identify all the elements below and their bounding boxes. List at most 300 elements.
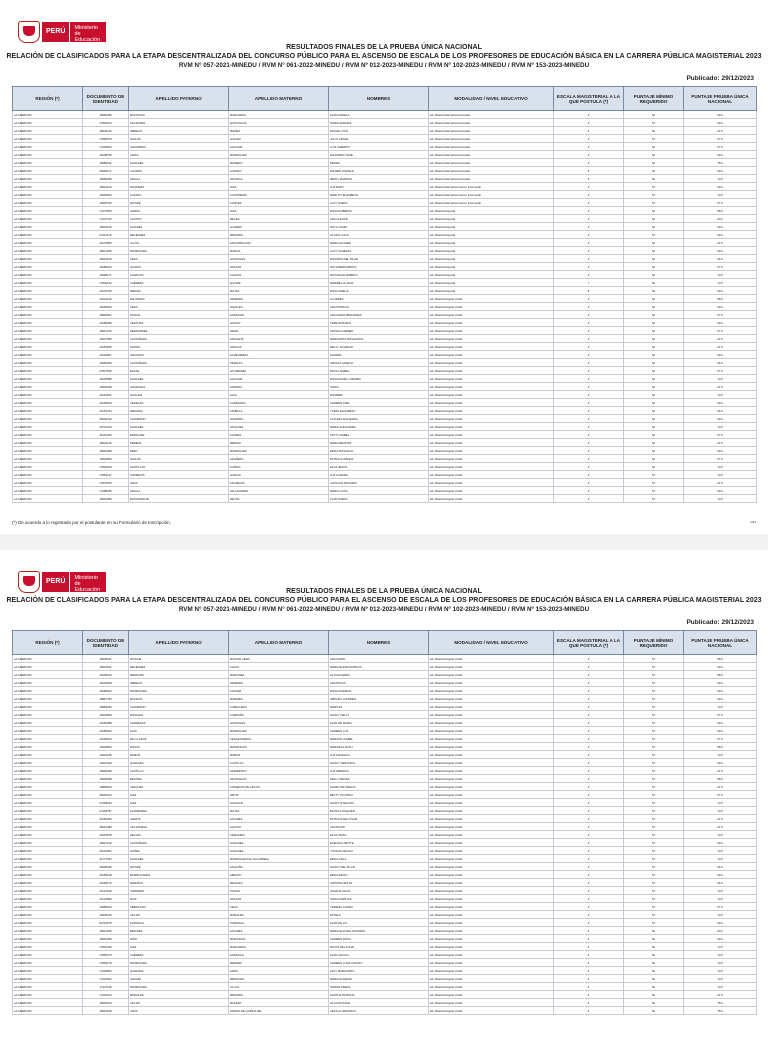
table-row [13,415,757,423]
table-cell: 41264931 [83,391,129,399]
table-cell: MENDOZA [129,671,229,679]
table-cell: 57.0 [684,367,757,375]
table-cell: LA LIBERTAD [13,887,83,895]
table-cell: EA. Básica Regular Inicial [429,495,554,503]
table-cell: 19185692 [83,727,129,735]
table-cell: 60 [624,935,684,943]
table-cell: 54 [624,439,684,447]
table-cell: 70.5 [684,271,757,279]
table-cell: RUIZ DE VERA [229,655,329,663]
table-cell: CABRERA [129,951,229,959]
table-cell: EA. Básica Regular Inicial [429,743,554,751]
table-cell: 3 [554,807,624,815]
table-cell: 57 [624,719,684,727]
table-cell: FLOR DE LIZ [329,919,429,927]
table-cell: 3 [554,207,624,215]
table-cell: PEDRO [329,159,429,167]
table-row [13,967,757,975]
table-cell: 19065290 [83,359,129,367]
table-cell: LUCY VANESSA [329,247,429,255]
table-cell: 57 [624,231,684,239]
table-cell: VASQUEZ [229,423,329,431]
table-cell: DIAZ [229,207,329,215]
table-cell: JOHANA SILVIA [329,887,429,895]
table-cell: 64.5 [684,239,757,247]
table-cell: 3 [554,775,624,783]
table-cell: EA. Básica Regular Inicial [429,831,554,839]
table-cell: 3 [554,815,624,823]
table-row [13,319,757,327]
table-cell: 61.5 [684,479,757,487]
table-cell: 58.5 [684,207,757,215]
table-cell: CALDAS [229,271,329,279]
table-cell: EA. Básica Regular Inicial [429,695,554,703]
table-cell: EA. Básica Alternativa Avanzado [429,143,554,151]
table-cell: 3 [554,791,624,799]
table-cell: VARGAS [229,343,329,351]
table-cell: LA LIBERTAD [13,375,83,383]
table-cell: 57 [624,487,684,495]
table-row [13,999,757,1007]
table-cell: 60 [624,975,684,983]
table-cell: ZOLY MARGARITA [329,967,429,975]
table-row [13,407,757,415]
table-cell: SANDY REYNELDA [329,783,429,791]
table-cell: MARTINEZ [229,671,329,679]
table-cell: 3 [554,351,624,359]
table-cell: MARIA ESTHER [329,239,429,247]
table-cell: PATRICIA DEL PILAR [329,815,429,823]
table-cell: QUISPE [229,279,329,287]
table-cell: DE LA CRUZ [129,735,229,743]
table-cell: LA LIBERTAD [13,239,83,247]
table-cell: DIAZ [129,799,229,807]
table-cell: CHAVEZ [229,687,329,695]
table-cell: LA LIBERTAD [13,791,83,799]
table-cell: 66.0 [684,255,757,263]
table-cell: ROCIO DEL PILAR [329,943,429,951]
table-cell: 60 [624,967,684,975]
column-header: REGIÓN (*) [13,87,83,111]
table-cell: 66 [624,167,684,175]
table-cell: ZAVALA [129,487,229,495]
table-cell: 17859179 [83,959,129,967]
table-row [13,703,757,711]
table-cell: CARMEN LUZ [329,727,429,735]
table-row [13,775,757,783]
table-cell: 70.5 [684,463,757,471]
table-cell: 70.5 [684,751,757,759]
table-cell: 61.5 [684,783,757,791]
table-cell: 3 [554,311,624,319]
table-cell: VILLAR [129,911,229,919]
table-cell: LA LIBERTAD [13,983,83,991]
logo-ministry-text: Ministerio de Educación [69,22,106,42]
table-cell: EA. Básica Regular Inicial [429,679,554,687]
table-cell: PURISACA [229,919,329,927]
table-cell: 69 [624,287,684,295]
table-cell: 54 [624,351,684,359]
table-cell: 3 [554,735,624,743]
table-cell: EA. Básica Regular Inicial [429,983,554,991]
table-cell: ARNA [229,967,329,975]
table-cell: 54 [624,239,684,247]
table-cell: EA. Básica Regular Inicial [429,343,554,351]
table-cell: CRUZ [129,479,229,487]
table-cell: 57 [624,183,684,191]
column-header: NOMBRES [329,631,429,655]
logo-peru-text: PERÚ [42,22,69,42]
table-cell: CASTILLO [129,767,229,775]
table-cell: FLORENDEZ [129,807,229,815]
table-cell: 67.5 [684,135,757,143]
table-cell: JULIO CESAR [329,135,429,143]
table-cell: LINARES [229,223,329,231]
table-cell: ORTIZ [229,791,329,799]
table-cell: 78.0 [684,1007,757,1015]
table-cell: PURISACA [129,919,229,927]
table-cell: 69.0 [684,759,757,767]
table-cell: EA. Básica Alternativa Avanzado [429,111,554,119]
table-cell: 18887785 [83,695,129,703]
table-cell: CASTAÑEDA [129,359,229,367]
table-cell: OLGA ROXANA [329,999,429,1007]
peru-shield-icon [18,21,40,43]
table-cell: CASTILLO [229,759,329,767]
table-cell: LA LIBERTAD [13,831,83,839]
page-subtitle: RELACIÓN DE CLASIFICADOS PARA LA ETAPA DESCENTRALIZADA DEL CONCURSO PÚBLICO PARA EL ASCENSO DE ESCALA DE LOS PROFESORES DE EDUCACIÓN BÁSICA EN LA CARRERA PÚBLICA MAGISTERIAL 2023 [6,597,762,604]
table-cell: MENDOZA [229,975,329,983]
table-cell: EA. Básica Alternativa Avanzado [429,127,554,135]
table-cell: 60 [624,999,684,1007]
table-cell: 4 [554,127,624,135]
table-row [13,855,757,863]
table-row [13,119,757,127]
table-cell: LA LIBERTAD [13,175,83,183]
table-row [13,463,757,471]
table-cell: 3 [554,783,624,791]
table-cell: MARIA ALEJANDRA [329,423,429,431]
table-cell: LA LIBERTAD [13,431,83,439]
table-cell: 18038341 [83,655,129,663]
table-cell: 3 [554,415,624,423]
table-cell: 60.0 [684,447,757,455]
table-row [13,455,757,463]
table-row [13,871,757,879]
table-cell: 3 [554,247,624,255]
table-cell: LA LIBERTAD [13,671,83,679]
table-cell: 69.0 [684,287,757,295]
table-cell: 54 [624,343,684,351]
table-cell: 64.5 [684,335,757,343]
table-cell: 69.0 [684,111,757,119]
table-cell: 3 [554,855,624,863]
table-cell: VASQUEZ [129,783,229,791]
table-cell: AVALOS [129,455,229,463]
table-cell: VEGA [129,255,229,263]
table-row [13,959,757,967]
table-row [13,207,757,215]
table-cell: FIGUEROA [229,479,329,487]
table-cell: 3 [554,303,624,311]
table-cell: 45119045 [83,431,129,439]
table-cell: 41777032 [83,855,129,863]
table-cell: 57.0 [684,903,757,911]
table-cell: EA. Básica Regular Inicial [429,823,554,831]
table-cell: 57 [624,839,684,847]
table-cell: 70.5 [684,975,757,983]
table-cell: LUZ ANGELICA [329,751,429,759]
table-cell: MAMATINGO [229,743,329,751]
table-cell: 60 [624,175,684,183]
table-cell: LA LIBERTAD [13,743,83,751]
table-cell: 4 [554,927,624,935]
table-row [13,183,757,191]
table-cell: LA LIBERTAD [13,719,83,727]
table-cell: RODRIGUEZ [129,983,229,991]
table-cell: 69.0 [684,935,757,943]
table-cell: LA LIBERTAD [13,167,83,175]
table-cell: AGUILAR [229,375,329,383]
table-row [13,167,757,175]
table-cell: MARITZA [329,703,429,711]
table-cell: LA LIBERTAD [13,751,83,759]
table-row [13,919,757,927]
table-cell: ELGA JESUS [329,463,429,471]
table-cell: MARISELA RUTH [329,743,429,751]
table-cell: 18022116 [83,439,129,447]
table-cell: SANTHA PATRICIA [329,991,429,999]
table-cell: 3 [554,239,624,247]
column-header: ESCALA MAGISTERIAL A LA QUE POSTULA (*) [554,631,624,655]
table-cell: 3 [554,319,624,327]
table-row [13,279,757,287]
table-cell: NUÑEZ [129,847,229,855]
logo-ministry-text: Ministerio de Educación [69,572,106,592]
table-cell: EA. Básica Regular Inicial [429,1007,554,1015]
page-number: 1/41 [750,520,756,524]
table-cell: CATALINA ROSARIO [329,479,429,487]
table-cell: FLOR ANGELA [329,111,429,119]
table-cell: 60.0 [684,687,757,695]
table-cell: 18138588 [83,375,129,383]
table-cell: 19102687 [83,351,129,359]
table-cell: CARDENAS [129,719,229,727]
table-cell: SOPHIA CARMEN [329,327,429,335]
table-cell: 70.5 [684,471,757,479]
table-cell: MARIA ELIA DEL ROSARIO [329,927,429,935]
table-cell: 3 [554,751,624,759]
table-cell: 63.0 [684,927,757,935]
table-row [13,143,757,151]
table-cell: 69.0 [684,167,757,175]
table-cell: VILLANUEVA [129,823,229,831]
table-cell: CASTAÑEDA [129,839,229,847]
table-cell: LA LIBERTAD [13,927,83,935]
table-cell: ERICA ANLA [329,855,429,863]
table-cell: GONZALES [229,255,329,263]
table-cell: 3 [554,343,624,351]
table-cell: 54 [624,391,684,399]
table-row [13,295,757,303]
table-cell: 18090086 [83,111,129,119]
table-cell: JENNY MARISOL [329,175,429,183]
table-cell: ROSMERI [329,391,429,399]
table-cell: 3 [554,895,624,903]
table-cell: EA. Básica Regular Inicial [429,487,554,495]
table-cell: 60 [624,991,684,999]
column-header: APELLIDO MATERNO [229,631,329,655]
table-cell: ROSA AMELIA [329,287,429,295]
table-row [13,135,757,143]
table-cell: 3 [554,135,624,143]
table-cell: EA. Básica Regular Inicial [429,775,554,783]
table-cell: 69.0 [684,351,757,359]
table-cell: 17818229 [83,463,129,471]
publication-date: Publicado: 29/12/2023 [686,619,754,626]
table-cell: ROSAS [129,743,229,751]
table-cell: 3 [554,143,624,151]
table-cell: BARTURAN [229,935,329,943]
table-cell: ELVIA TANIA [329,831,429,839]
table-row [13,679,757,687]
table-cell: ALVA [129,727,229,735]
table-cell: 57 [624,687,684,695]
table-cell: 58.5 [684,775,757,783]
table-cell: 19525790 [83,199,129,207]
table-cell: 69.0 [684,119,757,127]
table-cell: 42716646 [83,887,129,895]
table-cell: BUSTAMANTE [129,495,229,503]
table-cell: 73.5 [684,943,757,951]
table-cell: CAMPAÑA [229,711,329,719]
table-cell: VEGA [129,303,229,311]
table-cell: EA. Básica Regular Inicial [429,479,554,487]
table-cell: 4 [554,975,624,983]
table-cell: EA. Básica Regular Inicial [429,423,554,431]
table-cell: 3 [554,903,624,911]
table-cell: PONCE [229,887,329,895]
table-cell: LA LIBERTAD [13,231,83,239]
table-cell: AMPARO LOURDES [329,695,429,703]
table-cell: RODRIGUEZ DE VILLARREAL [229,855,329,863]
table-cell: LA LIBERTAD [13,191,83,199]
table-row [13,399,757,407]
table-cell: 40647126 [83,839,129,847]
table-cell: 3 [554,471,624,479]
table-cell: ROMERO [229,159,329,167]
table-row [13,791,757,799]
table-cell: 19036064 [83,191,129,199]
table-cell: GALVEZ [229,135,329,143]
table-cell: 4 [554,935,624,943]
table-cell: 19199610 [83,735,129,743]
table-row [13,935,757,943]
table-cell: RODRIGUEZ [129,959,229,967]
table-cell: 54 [624,423,684,431]
table-cell: 57 [624,791,684,799]
table-cell: DORIS AMANDA [329,119,429,127]
table-cell: EA. Básica Regular Inicial [429,303,554,311]
table-cell: ANA KARIN [329,655,429,663]
table-row [13,671,757,679]
table-cell: EA. Básica Especial [429,207,554,215]
table-row [13,655,757,663]
table-cell: 3 [554,839,624,847]
table-cell: 57.0 [684,199,757,207]
table-cell: EA. Básica Especial [429,271,554,279]
column-header: MODALIDAD / NIVEL EDUCATIVO [429,631,554,655]
column-header: REGIÓN (*) [13,631,83,655]
table-cell: SARMIENTO [229,767,329,775]
table-row [13,447,757,455]
table-cell: EA. Básica Regular Inicial [429,935,554,943]
table-cell: EA. Básica Regular Inicial [429,943,554,951]
table-cell: 17909962 [83,967,129,975]
table-cell: 27847539 [83,367,129,375]
table-cell: 3 [554,215,624,223]
table-cell: RODRIGUEZ [229,151,329,159]
table-cell: 70.5 [684,191,757,199]
table-cell: EA. Básica Regular Inicial [429,847,554,855]
table-cell: FLOR NOEMI [329,495,429,503]
table-row [13,735,757,743]
table-cell: EVELINA LIZETTE [329,839,429,847]
table-cell: 54 [624,463,684,471]
table-cell: LA LIBERTAD [13,415,83,423]
table-cell: QUEZADA [129,967,229,975]
table-cell: 3 [554,263,624,271]
table-cell: 3 [554,151,624,159]
table-cell: 70.5 [684,911,757,919]
table-cell: 26693410 [83,791,129,799]
table-row [13,719,757,727]
table-cell: 54 [624,223,684,231]
table-row [13,271,757,279]
table-cell: 19027058 [83,335,129,343]
table-cell: 3 [554,919,624,927]
table-cell: LA LIBERTAD [13,839,83,847]
table-cell: 18180153 [83,263,129,271]
table-cell: 69.0 [684,415,757,423]
table-cell: EA. Básica Especial [429,239,554,247]
table-cell: LA LIBERTAD [13,1007,83,1015]
results-table [12,630,757,1015]
table-cell: 57 [624,871,684,879]
table-cell: DIAZ [129,791,229,799]
table-cell: MORALES [229,911,329,919]
table-cell: 3 [554,495,624,503]
table-cell: LA LIBERTAD [13,975,83,983]
table-cell: 17932516 [83,991,129,999]
table-cell: EA. Básica Regular Inicial [429,871,554,879]
table-cell: LA LIBERTAD [13,335,83,343]
table-cell: 40434129 [83,295,129,303]
table-cell: SANCHEZ [129,159,229,167]
table-cell: LA LIBERTAD [13,943,83,951]
table-cell: 3 [554,375,624,383]
table-cell: EA. Básica Regular Inicial [429,799,554,807]
table-cell: RODRIGUEZ [229,727,329,735]
table-cell: MURRUGARRA [129,871,229,879]
table-cell: 3 [554,479,624,487]
table-cell: 69.0 [684,151,757,159]
table-cell: 3 [554,863,624,871]
table-cell: 54 [624,143,684,151]
table-cell: MIRANDA [229,231,329,239]
table-cell: 57 [624,759,684,767]
table-cell: LA LIBERTAD [13,703,83,711]
